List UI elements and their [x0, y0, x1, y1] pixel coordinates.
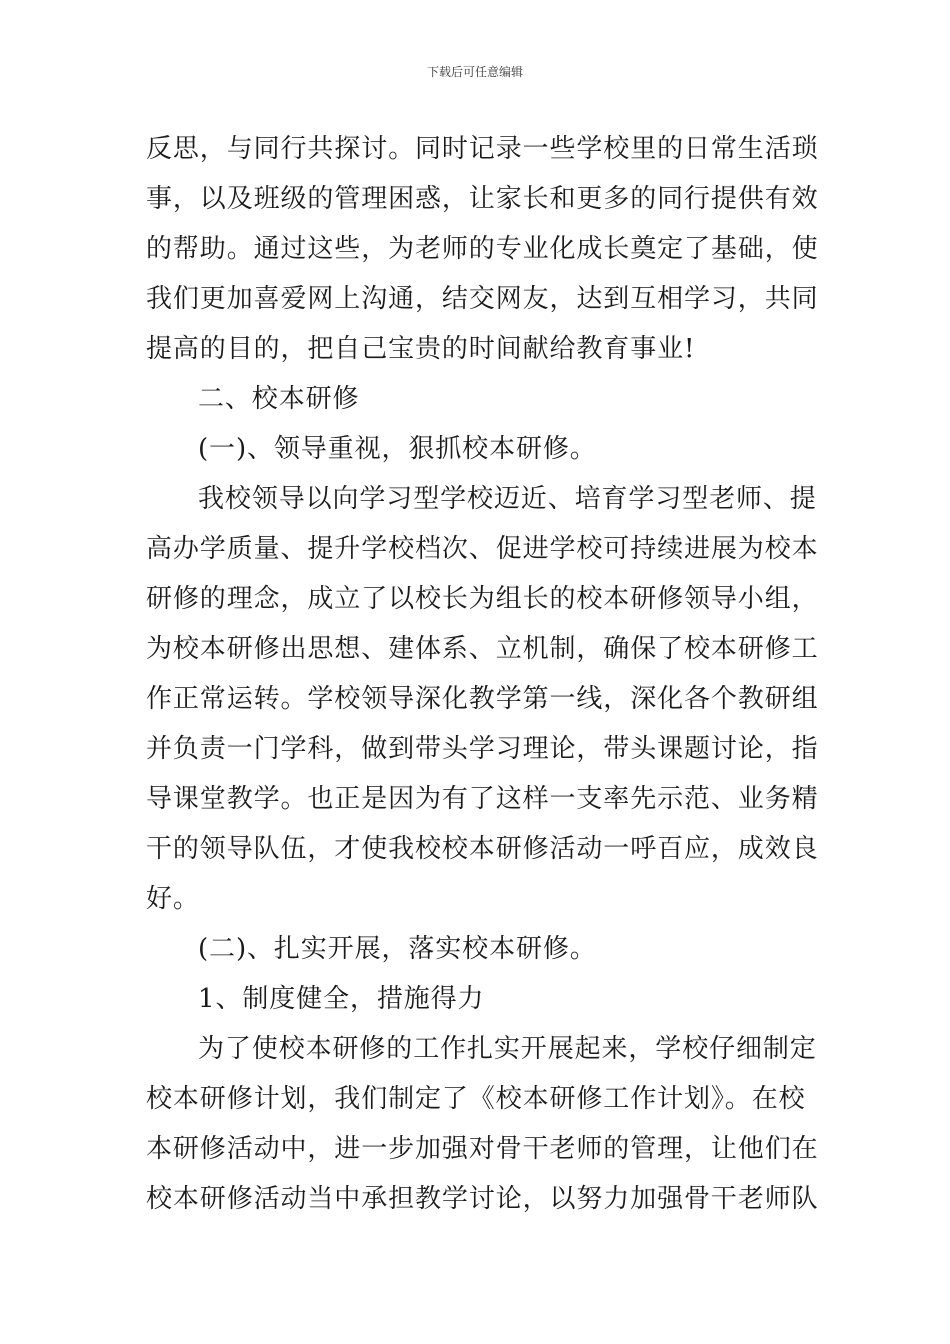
text-line: 干的领导队伍，才使我校校本研修活动一呼百应，成效良 [146, 834, 819, 864]
text-line: 本研修活动中，进一步加强对骨干老师的管理，让他们在 [146, 1134, 819, 1164]
subsection-heading: (二)、扎实开展，落实校本研修。 [198, 934, 597, 964]
text-line: 高办学质量、提升学校档次、促进学校可持续进展为校本 [146, 534, 819, 564]
text-line: 好。 [146, 884, 200, 914]
text-line: 校本研修活动当中承担教学讨论，以努力加强骨干老师队 [146, 1184, 819, 1214]
document-body [146, 124, 819, 1224]
paragraph-start: 为了使校本研修的工作扎实开展起来，学校仔细制定 [198, 1034, 817, 1064]
text-line: 校本研修计划，我们制定了《校本研修工作计划》。在校 [146, 1084, 806, 1114]
subsection-heading: (一)、领导重视，狠抓校本研修。 [198, 434, 597, 464]
text-line: 提高的目的，把自己宝贵的时间献给教育事业! [146, 334, 696, 364]
page-header: 下载后可任意编辑 [426, 65, 523, 79]
text-line: 事，以及班级的管理困惑，让家长和更多的同行提供有效 [146, 184, 819, 214]
text-line: 导课堂教学。也正是因为有了这样一支率先示范、业务精 [146, 784, 819, 814]
text-line: 我们更加喜爱网上沟通，结交网友，达到互相学习，共同 [146, 284, 819, 314]
text-line: 并负责一门学科，做到带头学习理论，带头课题讨论，指 [146, 734, 819, 764]
text-line: 作正常运转。学校领导深化教学第一线，深化各个教研组 [146, 684, 819, 714]
text-line: 的帮助。通过这些，为老师的专业化成长奠定了基础，使 [146, 234, 819, 264]
text-line: 反思，与同行共探讨。同时记录一些学校里的日常生活琐 [146, 134, 819, 164]
paragraph-start: 我校领导以向学习型学校迈近、培育学习型老师、提 [198, 484, 817, 514]
text-line: 为校本研修出思想、建体系、立机制，确保了校本研修工 [146, 634, 819, 664]
text-line: 研修的理念，成立了以校长为组长的校本研修领导小组， [146, 584, 819, 614]
section-heading: 二、校本研修 [198, 384, 360, 414]
item-heading: 1、制度健全，措施得力 [198, 984, 485, 1014]
